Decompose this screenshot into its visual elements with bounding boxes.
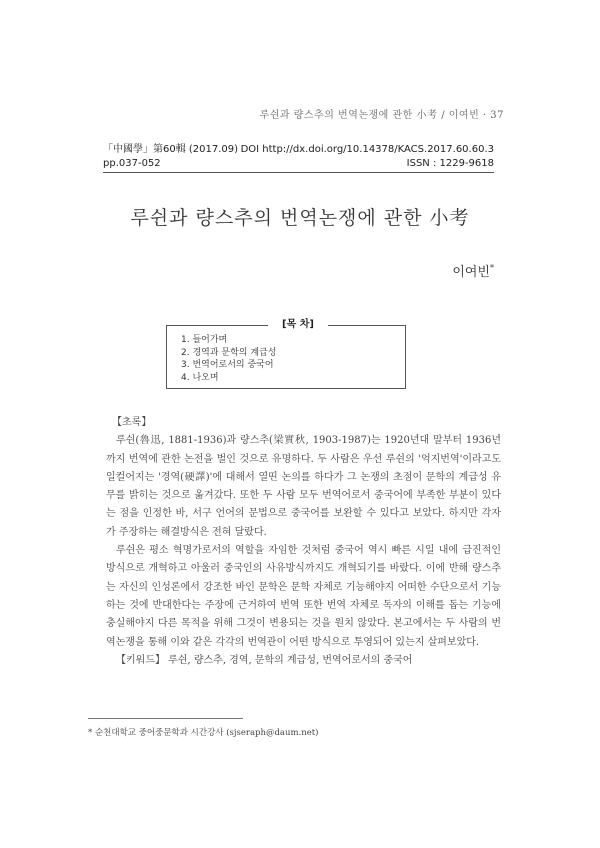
journal-issue: 「中國學」第60輯 (2017.09)	[103, 144, 239, 155]
paper-title: 루쉰과 량스추의 번역논쟁에 관한 小考	[130, 207, 470, 229]
toc-item: 4. 나오며	[181, 372, 219, 383]
header-divider	[103, 172, 494, 173]
doi-meta	[241, 143, 494, 171]
page-range: pp.037-052	[103, 158, 161, 169]
table-of-contents	[166, 325, 406, 389]
toc-item: 2. 경역과 문학의 계급성	[181, 347, 277, 358]
keywords: 【키워드】 루쉰, 량스추, 경역, 문학의 계급성, 번역어로서의 중국어	[116, 654, 413, 666]
toc-item: 3. 번역어로서의 중국어	[181, 360, 274, 370]
toc-item: 1. 들어가며	[181, 335, 228, 345]
abstract-label: 【초록】	[112, 417, 152, 428]
footnote: * 순천대학교 중어중문학과 시간강사 (sjseraph@daum.net)	[88, 728, 319, 738]
doi[interactable]: DOI http://dx.doi.org/10.14378/KACS.2017.60.60.3	[240, 144, 494, 155]
journal-meta	[103, 143, 238, 171]
issn: ISSN : 1229-9618	[406, 158, 494, 169]
abstract-paragraph: 루쉰(魯迅, 1881-1936)과 량스추(梁實秋, 1903-1987)는 1920년대 말부터 1936년까지 번역에 관한 논전을 벌인 것으로 유명하다. 두 사람은 우선 루쉰의 '억지번역'이라고도 일컬어지는 '경역(硬譯)'에 대해서 열띤 논의를 하다가 그 논쟁의 초점이 문학의 계급성 유무를 밝히는 것으로 옮겨갔다. 또한 두 사람 모두 번역어로서 중국어에 부족한 부분이 있다는 점을 인정한 바, 서구 언어의 문법으로 중국어를 보완할 수 있다고 보았다. 하지만 각자가 주장하는 해결방식은 전혀 달랐다.	[106, 435, 501, 538]
footnote-divider	[88, 718, 243, 719]
toc-list	[181, 334, 276, 384]
author-footnote-mark: *	[490, 263, 494, 273]
running-header: 루쉰과 량스추의 번역논쟁에 관한 小考 / 이여빈 · 37	[259, 110, 504, 121]
abstract	[106, 414, 501, 670]
toc-title: [목 차]	[268, 315, 328, 330]
abstract-paragraph: 루쉰은 평소 혁명가로서의 역할을 자임한 것처럼 중국어 역시 빠른 시일 내에 급진적인 방식으로 개혁하고 아울러 중국인의 사유방식까지도 개혁되기를 바랐다. 이에 반해 량스추는 자신의 인성론에서 강조한 바인 문학은 문학 자체로 기능해야지 어떠한 수단으로서 기능하는 것에 반대한다는 주장에 근거하여 번역 또한 번역 자체로 독자의 이해를 돕는 기능에 충실해야지 다른 목적을 위해 그것이 변용되는 것을 원치 않았다. 본고에서는 두 사람의 번역논쟁을 통해 이와 같은 각각의 번역관이 어떤 방식으로 투영되어 있는지 살펴보았다.	[106, 545, 501, 648]
author-name	[452, 261, 494, 280]
author-text: 이여빈	[452, 265, 490, 280]
